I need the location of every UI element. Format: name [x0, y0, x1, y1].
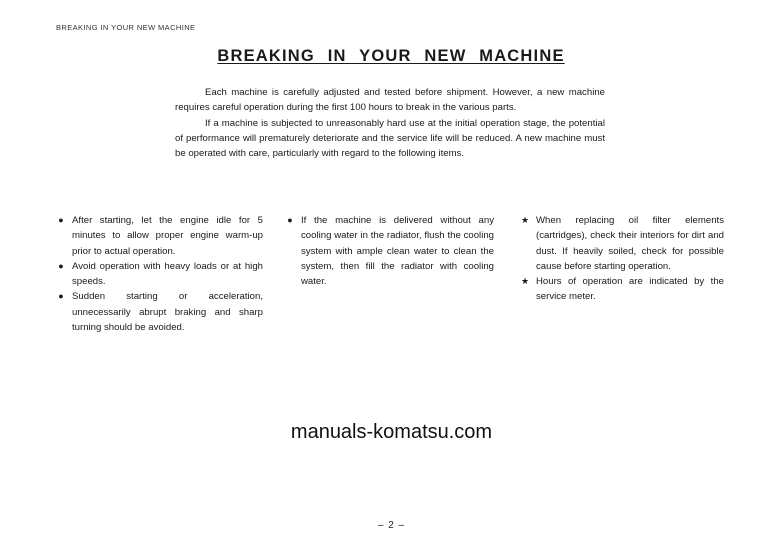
list-item — [55, 213, 263, 259]
list-item — [519, 274, 724, 305]
page-number: – 2 – — [377, 520, 406, 531]
list-item — [55, 289, 263, 335]
intro-text — [175, 85, 605, 161]
list-item — [55, 259, 263, 290]
page-title: BREAKING IN YOUR NEW MACHINE — [217, 47, 565, 65]
star-icon: ★ — [520, 276, 530, 287]
watermark: manuals-komatsu.com — [290, 421, 493, 443]
star-icon: ★ — [520, 215, 530, 225]
column-3 — [519, 213, 724, 305]
column-2 — [284, 213, 494, 289]
intro-paragraph: Each machine is carefully adjusted and tested before shipment. However, a new machine requires careful operation during the first 100 hours to break in the various parts. — [175, 87, 605, 114]
list-item-text: When replacing oil filter elements (cartridges), check their interiors for dirt and dust. If heavily soiled, check for possible cause before starting operation. — [536, 215, 724, 272]
list-item-text: Sudden starting or acceleration, unnecessarily abrupt braking and sharp turning should be avoided. — [72, 291, 263, 334]
list-item — [284, 213, 494, 289]
bullet-icon: ● — [287, 215, 293, 225]
list-item-text: Avoid operation with heavy loads or at high speeds. — [72, 260, 263, 288]
intro-paragraph: If a machine is subjected to unreasonably hard use at the initial operation stage, the potential of performance will prematurely deteriorate and the service life will be reduced. A new machine must be operated with care, particularly with regard to the following items. — [175, 117, 605, 160]
running-header: BREAKING IN YOUR NEW MACHINE — [56, 23, 196, 32]
list-item-text: Hours of operation are indicated by the service meter. — [536, 276, 724, 303]
list-item-text: If the machine is delivered without any cooling water in the radiator, flush the cooling system with ample clean water to clean the system, then fill the radiator with cooling water. — [301, 215, 494, 288]
list-item — [519, 213, 724, 274]
bullet-icon: ● — [58, 215, 64, 225]
bullet-icon: ● — [58, 291, 64, 302]
list-item-text: After starting, let the engine idle for 5 minutes to allow proper engine warm-up prior to actual operation. — [72, 215, 263, 257]
column-1 — [55, 213, 263, 335]
bullet-icon: ● — [58, 260, 64, 271]
